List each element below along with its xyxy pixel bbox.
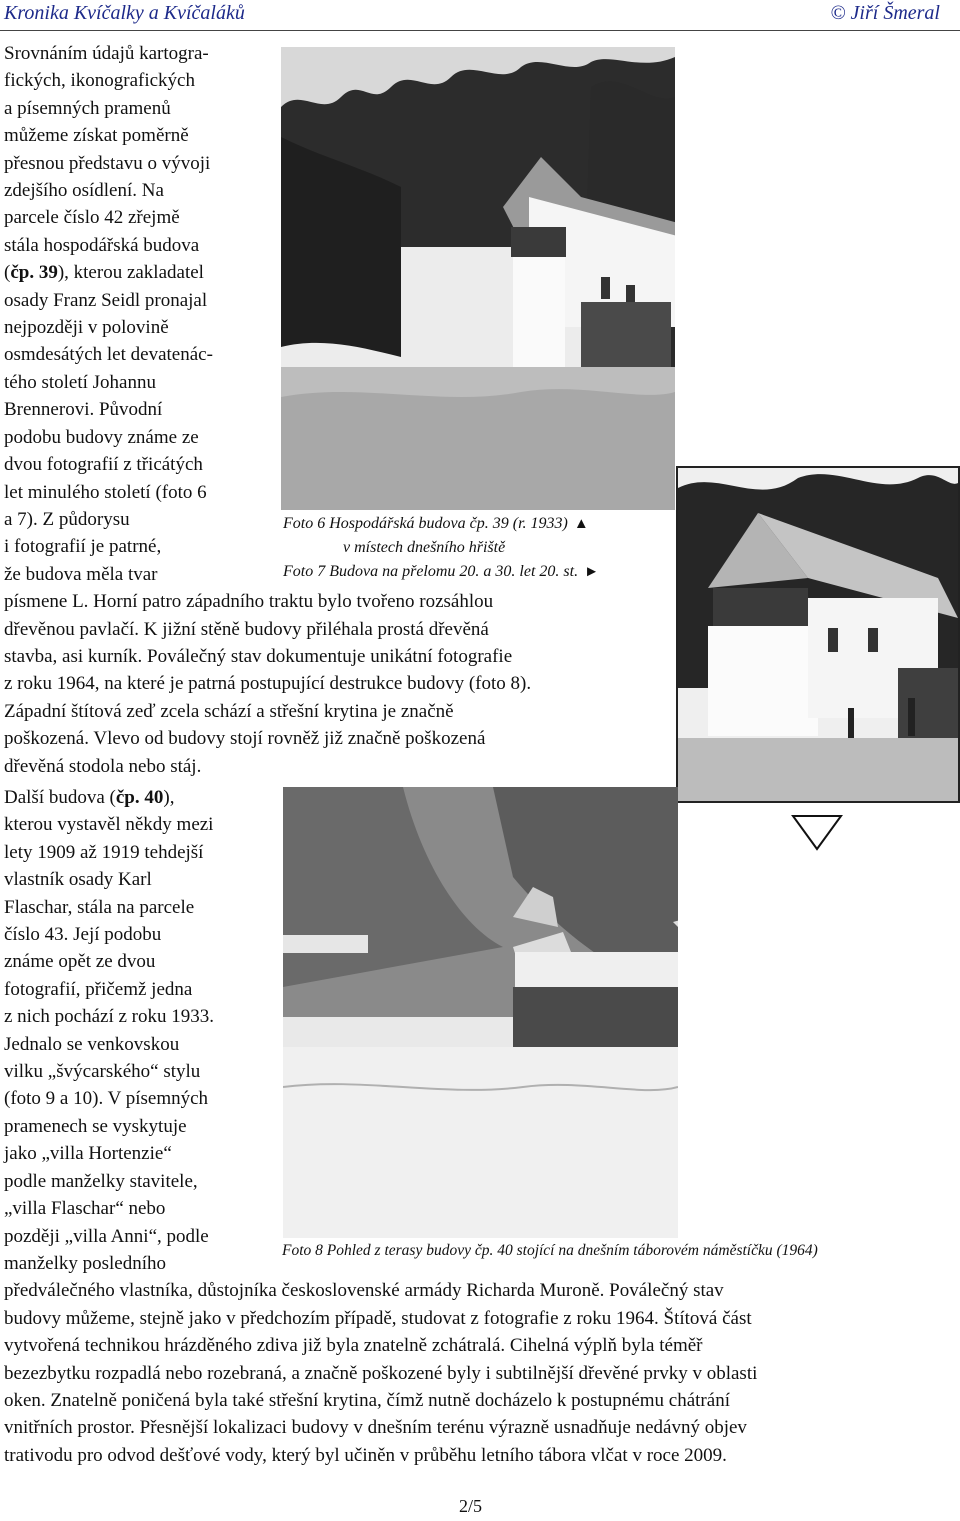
text-line: „villa Flaschar“ nebo <box>4 1198 166 1220</box>
header-author: © Jiří Šmeral <box>830 2 940 24</box>
text-line: přesnou představu o vývoji <box>4 152 211 174</box>
page-number: 2/5 <box>459 1496 483 1516</box>
text-line: poškozená. Vlevo od budovy stojí rovněž již značně poškozená <box>4 728 486 750</box>
text-line: oken. Znatelně poničená byla také střešní krytina, čímž nutně docházelo k postupnému chátrání <box>4 1389 730 1411</box>
text-line: známe opět ze dvou <box>4 951 156 973</box>
header-title: Kronika Kvíčalky a Kvíčaláků <box>4 2 245 24</box>
text-line: Flaschar, stála na parcele <box>4 896 195 918</box>
text-line: osady Franz Seidl pronajal <box>4 289 208 311</box>
paragraph-2 <box>4 784 757 1469</box>
text-line: můžeme získat poměrně <box>4 125 189 147</box>
text-line: nejpozději v polovině <box>4 317 169 339</box>
text-line: i fotografií je patrné, <box>4 536 162 558</box>
text-line: tého století Johannu <box>4 371 156 393</box>
text-line: budovy můžeme, stejně jako v předchozím případě, studovat z fotografie z roku 1964. Štítová část <box>4 1307 752 1329</box>
photo-foto7 <box>676 466 960 803</box>
text-line: vlastník osady Karl <box>4 869 152 891</box>
text-line: Srovnáním údajů kartogra- <box>4 43 209 64</box>
text-line: vnitřních prostor. Přesnější lokalizaci budovy v dnešním terénu výrazně usnadňuje nedávný objev <box>4 1417 747 1439</box>
text-line: manželky posledního <box>4 1252 166 1274</box>
paragraph-1 <box>4 40 531 780</box>
text-line: (čp. 39), kterou zakladatel <box>4 262 204 284</box>
text-line: lety 1909 až 1919 tehdejší <box>4 841 204 863</box>
text-line: dřevěná stodola nebo stáj. <box>4 755 202 777</box>
text-line: stála hospodářská budova <box>4 234 200 256</box>
caption-foto6-text: Foto 6 Hospodářská budova čp. 39 (r. 1933) <box>283 515 568 532</box>
text-line: pramenech se vyskytuje <box>4 1115 187 1137</box>
text-line: z nich pochází z roku 1933. <box>4 1006 214 1028</box>
text-line: Západní štítová zeď zcela schází a střešní krytina je značně <box>4 700 454 722</box>
text-line: a písemných pramenů <box>4 97 171 119</box>
text-line: zdejšího osídlení. Na <box>4 180 164 202</box>
text-line: vilku „švýcarského“ stylu <box>4 1061 201 1083</box>
text-line: a 7). Z půdorysu <box>4 508 130 530</box>
triangle-down-icon <box>791 814 843 852</box>
text-line: osmdesátých let devatenác- <box>4 344 213 366</box>
arrow-right-icon: ► <box>584 564 599 580</box>
caption-foto7-text: Foto 7 Budova na přelomu 20. a 30. let 20. st. <box>283 563 579 580</box>
text-line: podobu budovy známe ze <box>4 426 199 448</box>
text-line: fických, ikonografických <box>4 70 195 92</box>
text-line: číslo 43. Její podobu <box>4 924 162 946</box>
text-line: z roku 1964, na které je patrná postupující destrukce budovy (foto 8). <box>4 673 532 695</box>
text-line: později „villa Anni“, podle <box>4 1225 209 1247</box>
text-line: Další budova (čp. 40), <box>4 787 175 808</box>
text-line: (foto 9 a 10). V písemných <box>4 1088 209 1110</box>
text-line: stavba, asi kurník. Poválečný stav dokumentuje unikátní fotografie <box>4 645 513 667</box>
caption-foto7 <box>283 563 599 581</box>
text-line: jako „villa Hortenzie“ <box>4 1143 172 1165</box>
text-line: podle manželky stavitele, <box>4 1170 198 1192</box>
text-line: vytvořená technikou hrázděného zdiva již byla znatelně zchátralá. Cihelná výplň byla téměř <box>4 1335 703 1357</box>
text-line: kterou vystavěl někdy mezi <box>4 814 214 836</box>
caption-foto6-continued: v místech dnešního hřiště <box>343 539 506 556</box>
text-line: bezezbytku rozpadlá nebo rozebraná, a značně poškozené byly i subtilnější dřevěné prvky v oblasti <box>4 1362 758 1384</box>
text-line: let minulého století (foto 6 <box>4 481 207 503</box>
arrow-up-icon: ▲ <box>573 516 589 532</box>
caption-foto8: Foto 8 Pohled z terasy budovy čp. 40 stojící na dnešním táborovém náměstíčku (1964) <box>282 1242 818 1259</box>
text-line: parcele číslo 42 zřejmě <box>4 207 180 229</box>
text-line: fotografií, přičemž jedna <box>4 978 193 1000</box>
text-line: dřevěnou pavlačí. K jižní stěně budovy přiléhala prostá dřevěná <box>4 618 489 640</box>
text-line: Brennerovi. Původní <box>4 399 163 421</box>
header-rule <box>0 30 960 31</box>
text-line: předválečného vlastníka, důstojníka československé armády Richarda Muroně. Poválečný stav <box>4 1280 724 1302</box>
caption-foto6 <box>283 515 589 533</box>
text-line: písmene L. Horní patro západního traktu bylo tvořeno rozsáhlou <box>4 591 494 613</box>
text-line: že budova měla tvar <box>4 563 158 585</box>
text-line: dvou fotografií z třicátých <box>4 454 203 476</box>
text-line: Jednalo se venkovskou <box>4 1033 180 1055</box>
text-line: trativodu pro odvod dešťové vody, který byl učiněn v průběhu letního tábora vlčat v roce 2009. <box>4 1444 727 1466</box>
